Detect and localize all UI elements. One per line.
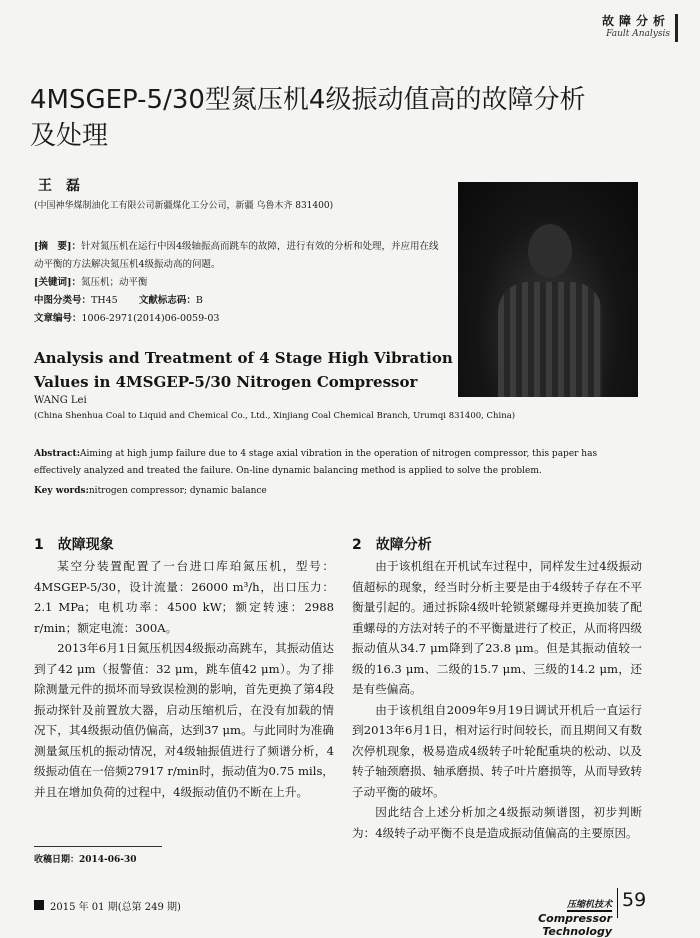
doc-code-label: 文献标志码： [138,295,196,306]
section-2-paragraph: 因此结合上述分析加之4级振动频谱图，初步判断为：4级转子动平衡不良是造成振动值偏高的主要原因。 [352,805,642,840]
section-2-paragraph: 由于该机组自2009年9月19日调试开机后一直运行到2013年6月1日，相对运行时间较长，而且期间又有数次停机现象，极易造成4级转子叶轮配重块的松动、以及转子轴颈磨损、轴承磨损、转子叶片磨损等，从而导致转子动平衡的破坏。 [352,702,642,799]
photo-head [528,224,572,278]
keywords-zh-text: 氮压机；动平衡 [81,277,148,288]
abstract-zh [34,238,444,274]
footnote-rule [34,846,162,847]
clc-value: TH45 [91,295,118,306]
keywords-zh-label: [关键词]： [34,277,81,288]
article-no-value: 1006-2971(2014)06-0059-03 [81,313,220,324]
author-name: 王 磊 [38,178,80,194]
author-affiliation: (中国神华煤制油化工有限公司新疆煤化工分公司，新疆 乌鲁木齐 831400) [34,201,334,211]
page-number-divider [617,888,618,918]
author-affiliation-en: (China Shenhua Coal to Liquid and Chemical Co., Ltd., Xinjiang Coal Chemical Branch, Urumqi 831400, China) [34,411,516,421]
keywords-en [34,486,267,496]
classification [34,292,203,310]
abstract-en-label: Abstract: [34,449,81,459]
received-date: 收稿日期：2014-06-30 [34,855,137,865]
section-2-body [352,556,642,843]
section-tag-bar [675,14,678,42]
abstract-zh-text: 针对氮压机在运行中因4级轴振高而跳车的故障，进行有效的分析和处理，并应用在线动平衡的方法解决氮压机4级振动高的问题。 [34,241,439,270]
author-name-en: WANG Lei [34,395,87,406]
journal-name-zh: 压缩机技术 [567,897,612,912]
section-1-heading: 1 故障现象 [34,537,114,553]
author-photo [458,182,638,397]
article-number [34,310,219,328]
section-tag-zh: 故障分析 [601,14,670,28]
page-number: 59 [622,889,647,911]
section-2-paragraph: 由于该机组在开机试车过程中，同样发生过4级振动值超标的现象，经当时分析主要是由于4级转子存在不平衡量引起的。通过拆除4级叶轮锁紧螺母并更换加装了配重螺母的方法对转子的不平衡量进行了校正，从而将四级振动值从34.7 μm降到了23.8 μm。但是其振动值较一级的16.3 μm、二级的15.7 μm、三级的14.2 μm，还是有些偏高。 [352,559,642,696]
journal-name-en: Compressor Technology [538,912,612,938]
journal-logo [520,892,612,938]
abstract-en-text: Aiming at high jump failure due to 4 stage axial vibration in the operation of nitrogen compressor, this paper has effectively analyzed and treated the failure. On-line dynamic balancing method is applied to solve the problem. [34,449,598,476]
doc-code-value: B [195,295,203,306]
section-1-body [34,556,334,802]
article-title: 4MSGEP-5/30型氮压机4级振动值高的故障分析及处理 [30,85,586,151]
abstract-en [34,446,638,480]
keywords-en-text: nitrogen compressor; dynamic balance [88,486,267,496]
article-no-label: 文章编号： [34,313,82,324]
clc-label: 中图分类号： [34,295,92,306]
article-title-en: Analysis and Treatment of 4 Stage High Vibration Values in 4MSGEP-5/30 Nitrogen Compressor [34,349,453,391]
section-2-heading: 2 故障分析 [352,537,432,553]
keywords-zh [34,274,148,292]
abstract-zh-label: [摘 要]： [34,241,81,252]
photo-body [498,282,602,397]
section-1-paragraph: 某空分装置配置了一台进口库珀氮压机，型号：4MSGEP-5/30，设计流量：26000 m³/h，出口压力：2.1 MPa；电机功率：4500 kW；额定转速：2988 r/min；额定电流：300A。 [34,559,334,635]
issue-marker [34,900,44,910]
issue-info: 2015 年 01 期(总第 249 期) [50,902,181,913]
keywords-en-label: Key words: [34,486,89,496]
section-tag [530,12,670,39]
section-tag-en: Fault Analysis [606,29,670,39]
section-1-paragraph: 2013年6月1日氮压机因4级振动高跳车，其振动值达到了42 μm（报警值：32 μm，跳车值42 μm）。为了排除测量元件的损坏而导致误检测的影响，首先更换了第4段振动探针及前置放大器，启动压缩机后，在没有加载的情况下，其4级振动值仍偏高，达到37 μm。与此同时为准确测量氮压机的振动情况，对4级轴振值进行了频谱分析，4级振动值在一倍频27917 r/min时，振动值为0.75 mils，并且在增加负荷的过程中，4级振动值仍不断在上升。 [34,641,334,799]
